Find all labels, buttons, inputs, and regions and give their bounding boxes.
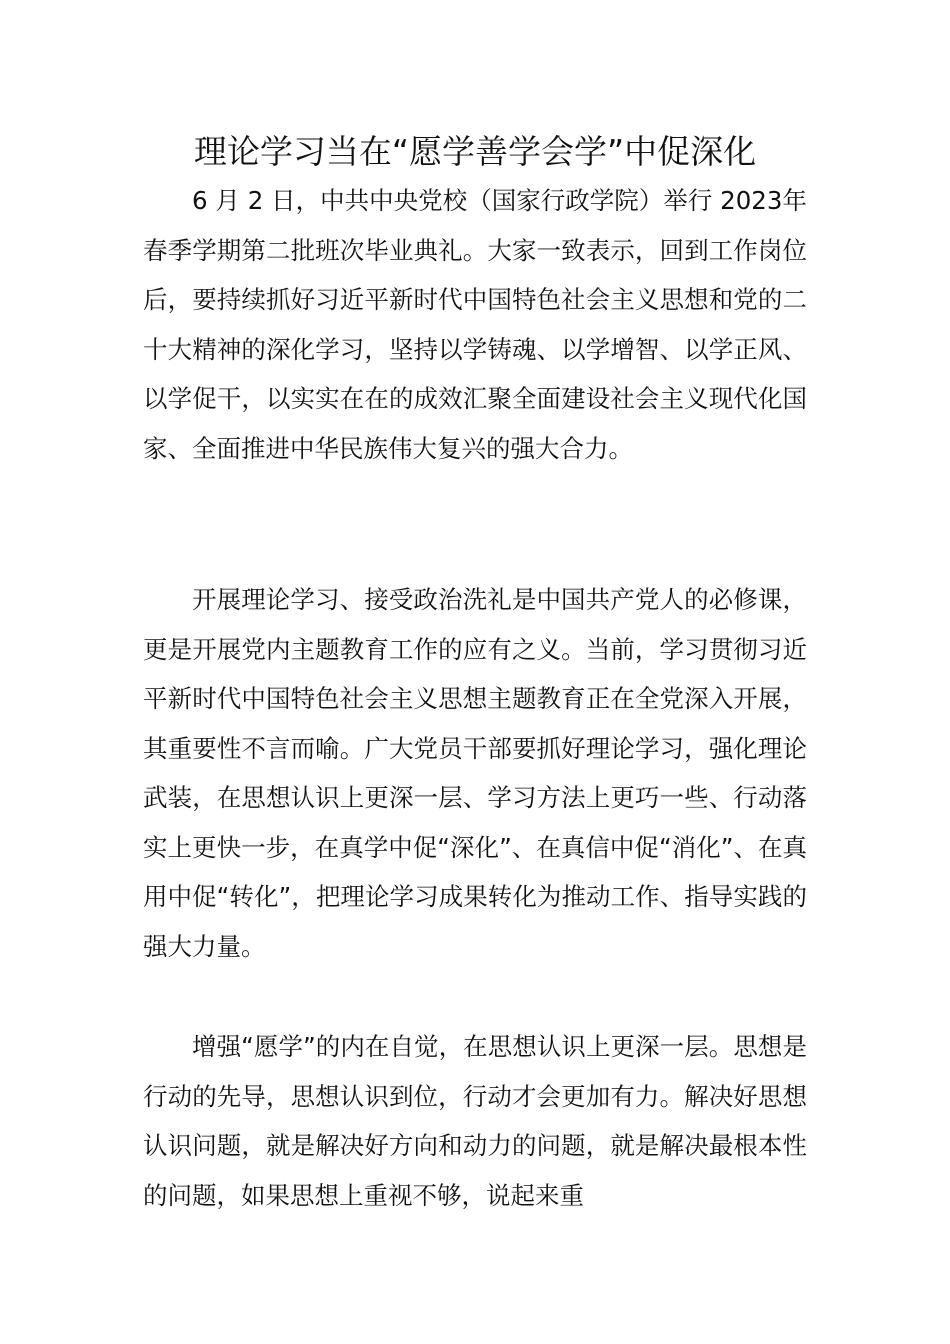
- document-title: 理论学习当在“愿学善学会学”中促深化: [193, 132, 757, 171]
- paragraph-3: 增强“愿学”的内在自觉，在思想认识上更深一层。思想是行动的先导，思想认识到位，行动才会更加有力。解决好思想认识问题，就是解决好方向和动力的问题，就是解决最根本性的问题，如果思想上重视不够，说起来重: [143, 1032, 807, 1210]
- paragraph-2: 开展理论学习、接受政治洗礼是中国共产党人的必修课，更是开展党内主题教育工作的应有之义。当前，学习贯彻习近平新时代中国特色社会主义思想主题教育正在全党深入开展，其重要性不言而喻。广大党员干部要抓好理论学习，强化理论武装，在思想认识上更深一层、学习方法上更巧一些、行动落实上更快一步，在真学中促“深化”、在真信中促“消化”、在真用中促“转化”，把理论学习成果转化为推动工作、指导实践的强大力量。: [143, 585, 807, 961]
- paragraph-1: 6 月 2 日，中共中央党校（国家行政学院）举行 2023年春季学期第二批班次毕业典礼。大家一致表示，回到工作岗位后，要持续抓好习近平新时代中国特色社会主义思想和党的二十大精神的深化学习，坚持以学铸魂、以学增智、以学正风、以学促干，以实实在在的成效汇聚全面建设社会主义现代化国家、全面推进中华民族伟大复兴的强大合力。: [143, 186, 807, 463]
